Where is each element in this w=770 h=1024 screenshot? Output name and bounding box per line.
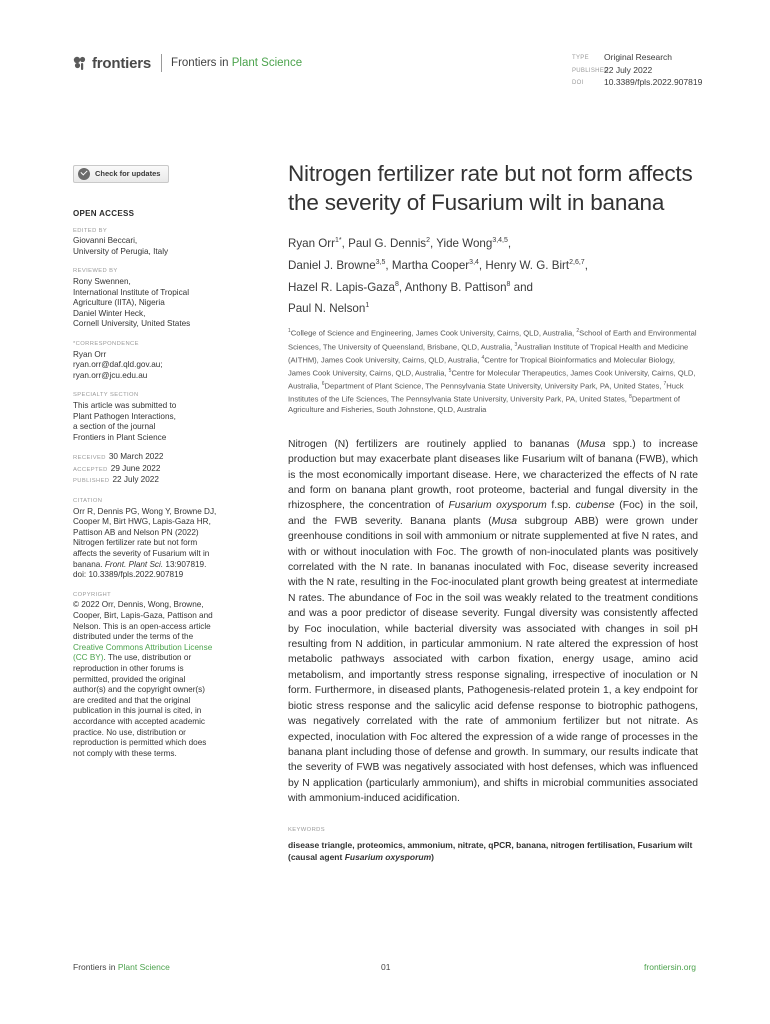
meta-type-value: Original Research	[604, 52, 673, 62]
author-name: Anthony B. Pattison	[404, 280, 507, 294]
abstract-italic: Fusarium oxysporum	[448, 500, 547, 512]
affiliation-marker: 8	[629, 394, 632, 401]
keywords-end: )	[431, 851, 434, 862]
affiliation-text: Department of Plant Science, The Pennsylvania State University, University Park, PA, United States,	[324, 381, 664, 391]
affiliation-text: Centre for Molecular Therapeutics, James Cook University, Cairns, QLD, Australia,	[288, 368, 696, 391]
accepted-key: ACCEPTED	[73, 466, 108, 473]
affiliation-text: School of Earth and Environmental Sciences, The University of Queensland, Brisbane, QLD, Australia,	[288, 328, 697, 352]
author-separator: ,	[385, 258, 392, 272]
brand-name: frontiers	[92, 54, 152, 72]
brand-divider	[161, 54, 162, 72]
accepted-date	[73, 464, 243, 476]
author-name: Ryan Orr	[288, 236, 336, 250]
check-for-updates-label: Check for updates	[95, 168, 161, 178]
author[interactable]	[348, 237, 436, 250]
meta-type	[572, 52, 770, 65]
affiliation-text: Department of Agriculture and Fisheries, South Johnstone, QLD, Australia	[288, 394, 680, 415]
author[interactable]	[288, 281, 405, 294]
abstract-italic: Musa	[580, 438, 606, 450]
meta-doi-key: DOI	[572, 80, 584, 86]
citation-journal: Front. Plant Sci.	[104, 559, 164, 569]
affiliation-text: Australian Institute of Tropical Health and Medicine (AITHM), James Cook University, Cairns, QLD, Australia,	[288, 342, 689, 365]
abstract-text: Nitrogen (N) fertilizers are routinely applied to bananas (	[288, 438, 581, 450]
journal-prefix: Frontiers in	[171, 57, 232, 69]
author[interactable]	[288, 302, 369, 315]
abstract-italic: cubense	[575, 500, 615, 512]
license-link[interactable]: Creative Commons Attribution License (CC BY)	[73, 642, 213, 663]
reviewed-by: Rony Swennen, International Institute of Tropical Agriculture (IITA), Nigeria Daniel Winter Heck, Cornell University, United States	[73, 276, 191, 329]
author[interactable]	[288, 259, 392, 272]
affiliation-text: College of Science and Engineering, James Cook University, Cairns, QLD, Australia,	[290, 328, 577, 338]
author-affiliation-marker: 3,5	[375, 258, 386, 266]
frontiers-leaf-icon	[72, 55, 88, 71]
author-name: Hazel R. Lapis-Gaza	[288, 280, 395, 294]
published-value: 22 July 2022	[112, 475, 159, 485]
citation-label: CITATION	[73, 498, 103, 505]
copyright-text: © 2022 Orr, Dennis, Wong, Browne, Cooper, Birt, Lapis-Gaza, Pattison and Nelson. This is an open-access article distributed under the terms of the	[73, 600, 213, 642]
affiliation-text: Centre for Tropical Bioinformatics and Molecular Biology, James Cook University, Cairns, QLD, Australia,	[288, 355, 675, 378]
author-list	[288, 231, 698, 318]
affiliation-marker: 7	[663, 380, 667, 387]
brand	[72, 54, 302, 72]
author-separator: ,	[478, 258, 486, 272]
page-footer	[73, 962, 696, 974]
copyright	[73, 600, 243, 759]
affiliation-marker: 2	[576, 328, 580, 335]
keywords-label: KEYWORDS	[288, 826, 326, 833]
meta-published-value: 22 July 2022	[604, 64, 653, 75]
affiliation-text: Huck Institutes of the Life Sciences, The Pennsylvania State University, University Park, PA, United States,	[288, 381, 684, 404]
reviewed-by-label: REVIEWED BY	[73, 268, 118, 275]
author-name: Martha Cooper	[391, 258, 470, 272]
correspondence-label: *CORRESPONDENCE	[73, 340, 139, 347]
author-affiliation-marker: 8	[506, 280, 511, 288]
meta-doi-value[interactable]: 10.3389/fpls.2022.907819	[604, 77, 703, 87]
open-access-label: OPEN ACCESS	[73, 209, 135, 218]
journal-name[interactable]	[171, 57, 302, 69]
author-separator: ,	[584, 258, 588, 272]
author-separator: ,	[430, 236, 437, 250]
author-separator: ,	[398, 280, 405, 294]
keywords-italic: Fusarium oxysporum	[344, 851, 432, 862]
author-separator: and	[510, 280, 534, 294]
article-title: Nitrogen fertilizer rate but not form affects the severity of Fusarium wilt in banana	[288, 161, 693, 215]
meta-doi	[572, 77, 770, 90]
author[interactable]	[392, 259, 486, 272]
published-date	[73, 475, 243, 487]
author[interactable]	[436, 237, 511, 250]
author-affiliation-marker: 1*	[335, 237, 342, 244]
author-name: Yide Wong	[436, 236, 493, 250]
citation	[73, 507, 243, 581]
edited-by-label: EDITED BY	[73, 227, 108, 234]
author-name: Daniel J. Browne	[288, 258, 376, 272]
page-header	[72, 52, 703, 87]
page-number: 01	[381, 962, 391, 972]
meta-published-key: PUBLISHED	[572, 67, 609, 74]
accepted-value: 29 June 2022	[110, 463, 161, 473]
author-affiliation-marker: 1	[365, 302, 370, 310]
abstract	[288, 437, 698, 807]
author-affiliation-marker: 8	[394, 280, 399, 288]
article-meta	[572, 52, 770, 90]
affiliations	[288, 326, 698, 415]
author-name: Paul N. Nelson	[288, 302, 366, 316]
abstract-text: spp.) to increase production but may exacerbate plant diseases like Fusarium wilt of banana (FWB), which is the most economically important disease. Here, we characterized the effects of N rate and form on banana plant growth, root proteome, bacterial and fungal diversity in the rhizosphere, the concentration of	[288, 438, 698, 512]
check-icon	[78, 168, 90, 180]
affiliation-marker: 6	[321, 380, 325, 387]
frontiers-logo[interactable]	[72, 55, 151, 72]
author-name: Paul G. Dennis	[348, 236, 427, 250]
author-affiliation-marker: 2	[426, 237, 430, 244]
copyright-terms: . The use, distribution or reproduction in other forums is permitted, provided the original author(s) and the copyright owner(s) are credited and that the original publication in this journal is cited, in accordance with accepted academic practice. No use, distribution or reproduction is permitted which does not comply with these terms.	[73, 653, 207, 758]
affiliation-marker: 3	[514, 341, 518, 348]
meta-type-key: TYPE	[572, 55, 589, 61]
author[interactable]	[288, 237, 348, 250]
received-value: 30 March 2022	[108, 452, 164, 462]
footer-journal[interactable]	[73, 962, 170, 972]
journal-accent: Plant Science	[231, 57, 303, 69]
sidebar	[73, 165, 243, 759]
author-affiliation-marker: 2,6,7	[569, 258, 585, 266]
affiliation-marker: 1	[288, 328, 291, 335]
footer-journal-accent: Plant Science	[117, 962, 170, 972]
author-affiliation-marker: 3,4,5	[492, 237, 508, 244]
citation-text: Orr R, Dennis PG, Wong Y, Browne DJ, Cooper M, Birt HWG, Lapis-Gaza HR, Pattison AB and Nelson PN (2022) Nitrogen fertilizer rate but not form affects the severity of Fusarium wilt in banana.	[73, 506, 217, 569]
meta-published	[572, 65, 770, 78]
article-main	[288, 159, 698, 863]
copyright-label: COPYRIGHT	[73, 591, 112, 598]
citation-doi: 13:907819. doi: 10.3389/fpls.2022.907819	[73, 559, 207, 580]
abstract-italic: Musa	[491, 515, 518, 527]
keywords	[288, 839, 698, 863]
abstract-text: f.sp.	[546, 500, 576, 512]
author-name: Henry W. G. Birt	[485, 258, 570, 272]
check-for-updates-button[interactable]	[73, 165, 169, 183]
author-affiliation-marker: 3,4	[469, 258, 479, 266]
published-key: PUBLISHED	[73, 478, 110, 485]
keywords-text: disease triangle, proteomics, ammonium, nitrate, qPCR, banana, nitrogen fertilisation, Fusarium wilt (causal agent	[288, 839, 693, 862]
article-dates	[73, 452, 243, 487]
correspondence[interactable]: Ryan Orr ryan.orr@daf.qld.gov.au; ryan.orr@jcu.edu.au	[73, 349, 163, 380]
author-separator: ,	[341, 236, 349, 250]
affiliation-marker: 4	[481, 354, 485, 361]
specialty-section: This article was submitted to Plant Pathogen Interactions, a section of the journal Frontiers in Plant Science	[73, 400, 177, 442]
received-date	[73, 452, 243, 464]
affiliation-marker: 5	[448, 367, 452, 374]
received-key: RECEIVED	[73, 455, 106, 462]
specialty-section-label: SPECIALTY SECTION	[73, 392, 139, 399]
edited-by: Giovanni Beccari, University of Perugia, Italy	[73, 236, 169, 256]
author[interactable]	[485, 259, 588, 272]
abstract-text: subgroup ABB) were grown under greenhouse conditions in soil with ammonium or nitrate supplemented at five N rates, and with or without inoculation with Foc. The growth of non-inoculated plants was positively correlated with the N rate. In bananas inoculated with Foc, disease severity increased with the N rate, resulting in the Foc-inoculated plant growth being greatest at intermediate N rates. The abundance of Foc in the soil was weakly related to the treatment conditions and was a poor predictor of disease severity. Fungal diversity was consistently affected by Foc inoculation, while bacterial diversity was associated with changes in soil pH resulting from N addition, in particular ammonium. N rate altered the expression of host metabolic pathways associated with carbon fixation, energy usage, amino acid metabolism, and importantly stress response signaling, irrespective of inoculation or N form. Furthermore, in diseased plants, Pathogenesis-related protein 1, a key endpoint for biotic stress response and the salicylic acid defense response to biotrophic pathogens, was negatively correlated with the rate of ammonium fertilizer but not nitrate. As expected, inoculation with Foc altered the expression of a wide range of processes in the banana plant including those of defense and growth. In summary, our results indicate that the severity of FWB was negatively associated with host defenses, which was influenced by N application (particularly ammonium), and shifts in microbial communities associated with ammonium-induced acidification.	[288, 515, 698, 805]
abstract-text: (Foc) in the soil, and the FWB severity. Banana plants (	[288, 500, 699, 527]
author[interactable]	[405, 281, 533, 294]
author-separator: ,	[507, 236, 512, 250]
footer-journal-prefix: Frontiers in	[73, 962, 118, 972]
footer-site-link[interactable]: frontiersin.org	[644, 962, 696, 972]
